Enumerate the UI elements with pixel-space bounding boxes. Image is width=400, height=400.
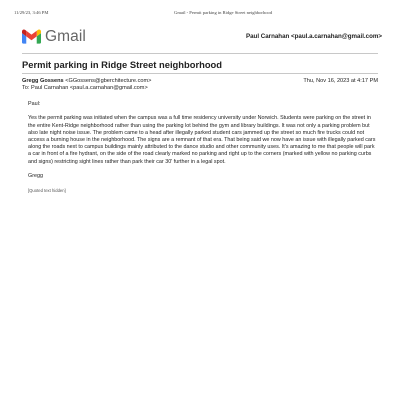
brand-row: [22, 28, 382, 46]
sender-email: <GGossens@gberchitecture.com>: [65, 78, 152, 84]
gmail-m-icon: [22, 29, 41, 44]
email-subject: Permit parking in Ridge Street neighborhood: [22, 59, 223, 70]
sender-line: [22, 78, 378, 84]
header-divider: [22, 53, 378, 54]
subject-divider: [22, 73, 378, 74]
message-date: Thu, Nov 16, 2023 at 4:17 PM: [303, 78, 378, 84]
greeting: Paul:: [28, 101, 41, 107]
account-identity: Paul Carnahan <paul.a.carnahan@gmail.com>: [245, 33, 382, 40]
signoff: Gregg: [28, 173, 43, 179]
message-paragraph: Yes the permit parking was initiated when the campus was a full time residency university under Norwich. Students were parking on the street in the entire Kent-Ridge neighborhood rather than using the parking lot behind the gym and library buildings. It was not only a parking problem but also late night noise issue. The problem came to a head after illegally parked student cars jammed up the street so much fire trucks could not access a burning house in the neighborhood. The signs are a remnant of that era. That being said we now have an issue with illegally parked cars along the roads next to campus buildings mainly attributed to the dance studio and other community uses. It's amazing to me that people will park a car in front of a fire hydrant, on the side of the road clearly marked no parking and right up to the corners (marked with yellow no parking curbs and signs) restricting sight lines rather than park their car 30' further in a legal spot.: [28, 115, 376, 165]
print-page-title: Gmail - Permit parking in Ridge Street neighborhood: [174, 10, 273, 15]
gmail-wordmark: Gmail: [45, 28, 86, 45]
print-datetime: 11/29/23, 3:46 PM: [14, 10, 49, 15]
recipient-line: To: Paul Carnahan <paul.a.carnahan@gmail.com>: [22, 85, 148, 91]
sender-name: Gregg Gossens: [22, 78, 64, 84]
message-body: [28, 101, 376, 202]
quoted-text-link[interactable]: [Quoted text hidden]: [28, 188, 66, 194]
